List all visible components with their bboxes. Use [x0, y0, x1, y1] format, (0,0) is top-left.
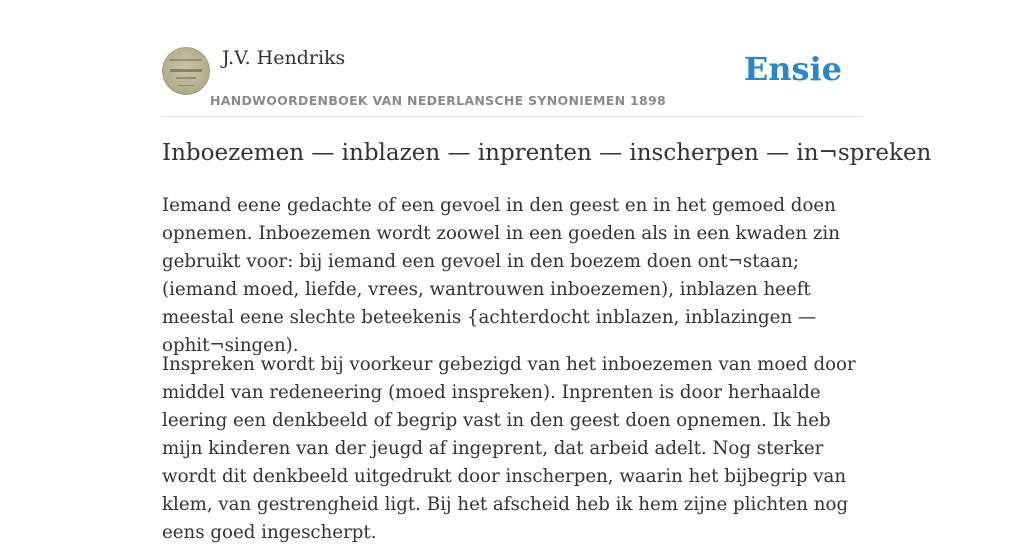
- header: [162, 44, 862, 117]
- entry-paragraph: Inspreken wordt bij voorkeur gebezigd van het inboezemen van moed door middel van redeneering (moed inspreken). Inprenten is door herhaalde leering een denkbeeld of begrip vast in den geest doen opnemen. Ik heb mijn kinderen van der jeugd af ingeprent, dat arbeid adelt. Nog sterker wordt dit denkbeeld uitgedrukt door inscherpen, waarin het bijbegrip van klem, van gestrengheid ligt. Bij het afscheid heb ik hem zijne plichten nog eens goed ingescherpt.: [162, 354, 856, 543]
- brand-logo[interactable]: Ensie: [743, 50, 842, 88]
- source-title[interactable]: HANDWOORDENBOEK VAN NEDERLANSCHE SYNONIEMEN 1898: [210, 93, 667, 108]
- entry-title: Inboezemen — inblazen — inprenten — inscherpen — in¬spreken: [162, 140, 932, 166]
- book-cover-avatar[interactable]: [162, 47, 210, 95]
- author-name[interactable]: J.V. Hendriks: [222, 47, 346, 69]
- entry-paragraph: Iemand eene gedachte of een gevoel in den geest en in het gemoed doen opnemen. Inboezemen wordt zoowel in een goeden als in een kwaden zin gebruikt voor: bij iemand een gevoel in den boezem doen ont¬staan; (iemand moed, liefde, vrees, wantrouwen inboezemen), inblazen heeft meestal eene slechte beteekenis {achterdocht inblazen, inblazingen — ophit¬singen).: [162, 195, 840, 356]
